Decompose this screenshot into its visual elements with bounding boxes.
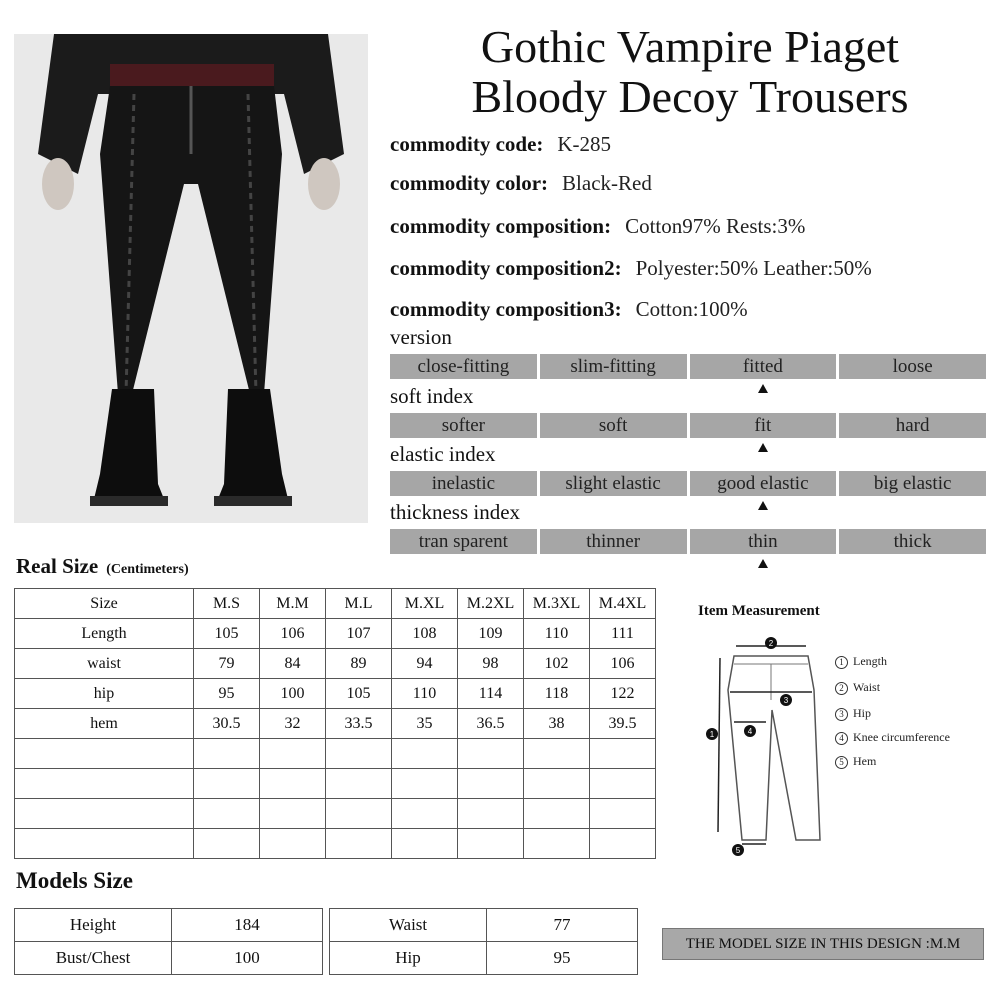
spec-composition3 <box>390 297 748 322</box>
table-cell: 108 <box>392 619 458 649</box>
index-option <box>390 413 537 438</box>
trousers-diagram-icon <box>700 630 830 860</box>
index-option <box>390 354 537 379</box>
table-cell: 30.5 <box>194 709 260 739</box>
table-cell <box>458 799 524 829</box>
table-cell: 122 <box>590 679 656 709</box>
table-cell <box>524 769 590 799</box>
table-header-cell: M.3XL <box>524 589 590 619</box>
table-cell: 95 <box>194 679 260 709</box>
table-cell: 36.5 <box>458 709 524 739</box>
svg-text:3: 3 <box>783 696 789 705</box>
spec-composition2 <box>390 256 872 281</box>
table-cell: hem <box>15 709 194 739</box>
legend-item <box>835 754 995 778</box>
index-row-soft <box>390 413 986 438</box>
table-row-empty <box>15 739 656 769</box>
table-cell <box>326 769 392 799</box>
table-cell: 109 <box>458 619 524 649</box>
table-cell: 114 <box>458 679 524 709</box>
table-header-cell: M.XL <box>392 589 458 619</box>
index-option-selected <box>690 413 837 438</box>
legend-label: Knee circumference <box>853 730 950 744</box>
index-option <box>540 471 687 496</box>
legend-number: 5 <box>835 756 848 769</box>
index-heading-soft: soft index <box>390 384 474 408</box>
table-cell <box>15 799 194 829</box>
legend-label: Hem <box>853 754 877 768</box>
table-row <box>15 619 656 649</box>
table-cell: 118 <box>524 679 590 709</box>
index-option-label: thick <box>893 531 932 552</box>
table-cell <box>458 829 524 859</box>
table-cell: 105 <box>194 619 260 649</box>
table-row <box>15 679 656 709</box>
table-cell <box>590 739 656 769</box>
table-row <box>15 942 323 975</box>
legend-number: 3 <box>835 708 848 721</box>
selected-marker-icon <box>758 559 768 568</box>
selected-marker-icon <box>758 443 768 452</box>
table-header-cell: M.2XL <box>458 589 524 619</box>
legend-number: 1 <box>835 656 848 669</box>
spec-color <box>390 171 652 196</box>
spec-value: K-285 <box>557 132 612 156</box>
table-cell <box>326 799 392 829</box>
model-table-right <box>329 908 638 975</box>
index-option <box>540 354 687 379</box>
index-option-label: fit <box>754 415 772 436</box>
legend-number: 4 <box>835 732 848 745</box>
size-table <box>14 588 656 859</box>
spec-code <box>390 132 611 157</box>
spec-value: Cotton97% Rests:3% <box>625 214 806 238</box>
table-cell: 106 <box>260 619 326 649</box>
table-cell: 77 <box>487 909 638 942</box>
index-option-label: softer <box>441 415 485 436</box>
table-cell <box>15 769 194 799</box>
index-option-label: inelastic <box>431 473 496 494</box>
table-cell: hip <box>15 679 194 709</box>
table-cell <box>194 769 260 799</box>
table-header-cell: M.M <box>260 589 326 619</box>
index-option <box>839 413 986 438</box>
index-row-thickness <box>390 529 986 554</box>
table-cell <box>458 739 524 769</box>
table-row <box>15 909 323 942</box>
product-photo <box>14 34 368 523</box>
svg-text:5: 5 <box>735 846 741 855</box>
index-option <box>839 354 986 379</box>
svg-text:1: 1 <box>709 730 715 739</box>
table-header-cell: M.L <box>326 589 392 619</box>
real-size-title: Real Size <box>16 554 99 578</box>
table-cell <box>458 769 524 799</box>
table-cell: 33.5 <box>326 709 392 739</box>
svg-text:2: 2 <box>768 639 774 648</box>
model-size-note: THE MODEL SIZE IN THIS DESIGN :M.M <box>662 928 984 960</box>
table-cell <box>524 739 590 769</box>
table-header-row <box>15 589 656 619</box>
index-option-label: hard <box>895 415 930 436</box>
index-option-selected <box>690 471 837 496</box>
table-cell <box>15 739 194 769</box>
table-cell <box>260 769 326 799</box>
selected-marker-icon <box>758 501 768 510</box>
table-row-empty <box>15 829 656 859</box>
legend-label: Hip <box>853 706 871 720</box>
index-heading-thickness: thickness index <box>390 500 521 524</box>
index-option <box>540 413 687 438</box>
table-cell: 39.5 <box>590 709 656 739</box>
legend-number: 2 <box>835 682 848 695</box>
table-cell <box>392 739 458 769</box>
legend-item <box>835 730 995 754</box>
table-cell: 100 <box>260 679 326 709</box>
table-cell <box>260 799 326 829</box>
table-cell: Length <box>15 619 194 649</box>
table-row <box>330 909 638 942</box>
real-size-unit: (Centimeters) <box>106 562 189 577</box>
spec-value: Polyester:50% Leather:50% <box>635 256 872 280</box>
table-cell: 84 <box>260 649 326 679</box>
product-title <box>390 22 990 122</box>
real-size-heading <box>16 554 189 579</box>
table-header-cell: Size <box>15 589 194 619</box>
spec-value: Black-Red <box>562 171 652 195</box>
table-cell <box>15 829 194 859</box>
index-row-elastic <box>390 471 986 496</box>
index-option <box>390 471 537 496</box>
svg-text:4: 4 <box>747 727 753 736</box>
table-cell <box>260 739 326 769</box>
index-option-label: fitted <box>742 356 783 377</box>
legend-label: Length <box>853 654 887 668</box>
model-table-left <box>14 908 323 975</box>
table-cell <box>590 829 656 859</box>
index-row-version <box>390 354 986 379</box>
table-cell: 94 <box>392 649 458 679</box>
legend-item <box>835 680 995 706</box>
index-option-label: slim-fitting <box>570 356 656 377</box>
index-option-label: tran sparent <box>418 531 508 552</box>
index-option-label: big elastic <box>873 473 952 494</box>
index-option-selected <box>690 354 837 379</box>
measurement-title: Item Measurement <box>698 603 820 619</box>
index-option-selected <box>690 529 837 554</box>
table-cell: 107 <box>326 619 392 649</box>
table-cell: 100 <box>172 942 323 975</box>
index-option <box>839 471 986 496</box>
index-option-label: thinner <box>586 531 641 552</box>
table-header-cell: M.S <box>194 589 260 619</box>
table-cell: 105 <box>326 679 392 709</box>
index-option-label: good elastic <box>717 473 809 494</box>
spec-value: Cotton:100% <box>635 297 748 321</box>
table-cell <box>590 769 656 799</box>
table-cell <box>524 829 590 859</box>
title-line-2: Bloody Decoy Trousers <box>471 71 909 122</box>
table-cell: waist <box>15 649 194 679</box>
table-cell: 110 <box>392 679 458 709</box>
table-row-empty <box>15 769 656 799</box>
spec-label: commodity composition2: <box>390 256 622 280</box>
table-cell: 79 <box>194 649 260 679</box>
measurement-legend <box>835 654 995 778</box>
table-cell: Height <box>15 909 172 942</box>
table-cell <box>260 829 326 859</box>
table-cell: 110 <box>524 619 590 649</box>
table-cell: 111 <box>590 619 656 649</box>
legend-item <box>835 706 995 730</box>
spec-label: commodity code: <box>390 132 544 156</box>
table-cell <box>194 739 260 769</box>
table-cell: 35 <box>392 709 458 739</box>
table-cell: 106 <box>590 649 656 679</box>
index-option-label: close-fitting <box>417 356 510 377</box>
table-cell: Bust/Chest <box>15 942 172 975</box>
table-header-cell: M.4XL <box>590 589 656 619</box>
table-row <box>330 942 638 975</box>
table-cell: Waist <box>330 909 487 942</box>
table-row <box>15 709 656 739</box>
title-line-1: Gothic Vampire Piaget <box>480 21 900 72</box>
table-cell <box>326 739 392 769</box>
table-row <box>15 649 656 679</box>
index-option-label: thin <box>748 531 778 552</box>
legend-label: Waist <box>853 680 881 694</box>
index-option <box>390 529 537 554</box>
index-option <box>540 529 687 554</box>
table-cell: 184 <box>172 909 323 942</box>
table-cell: 32 <box>260 709 326 739</box>
table-cell <box>194 799 260 829</box>
table-cell <box>392 769 458 799</box>
table-cell <box>524 799 590 829</box>
spec-label: commodity color: <box>390 171 549 195</box>
spec-label: commodity composition: <box>390 214 612 238</box>
index-option-label: slight elastic <box>565 473 661 494</box>
table-cell: 89 <box>326 649 392 679</box>
selected-marker-icon <box>758 384 768 393</box>
table-cell: 98 <box>458 649 524 679</box>
index-option <box>839 529 986 554</box>
table-cell: 95 <box>487 942 638 975</box>
table-cell <box>194 829 260 859</box>
table-row-empty <box>15 799 656 829</box>
spec-composition <box>390 214 805 239</box>
table-cell <box>392 799 458 829</box>
table-cell <box>392 829 458 859</box>
table-cell <box>326 829 392 859</box>
models-size-title: Models Size <box>16 868 133 893</box>
trousers-photo-icon <box>14 34 368 523</box>
index-heading-version: version <box>390 325 452 349</box>
spec-label: commodity composition3: <box>390 297 622 321</box>
index-heading-elastic: elastic index <box>390 442 496 466</box>
table-cell: 38 <box>524 709 590 739</box>
index-option-label: loose <box>892 356 933 377</box>
table-cell: Hip <box>330 942 487 975</box>
legend-item <box>835 654 995 680</box>
table-cell <box>590 799 656 829</box>
index-option-label: soft <box>598 415 628 436</box>
table-cell: 102 <box>524 649 590 679</box>
